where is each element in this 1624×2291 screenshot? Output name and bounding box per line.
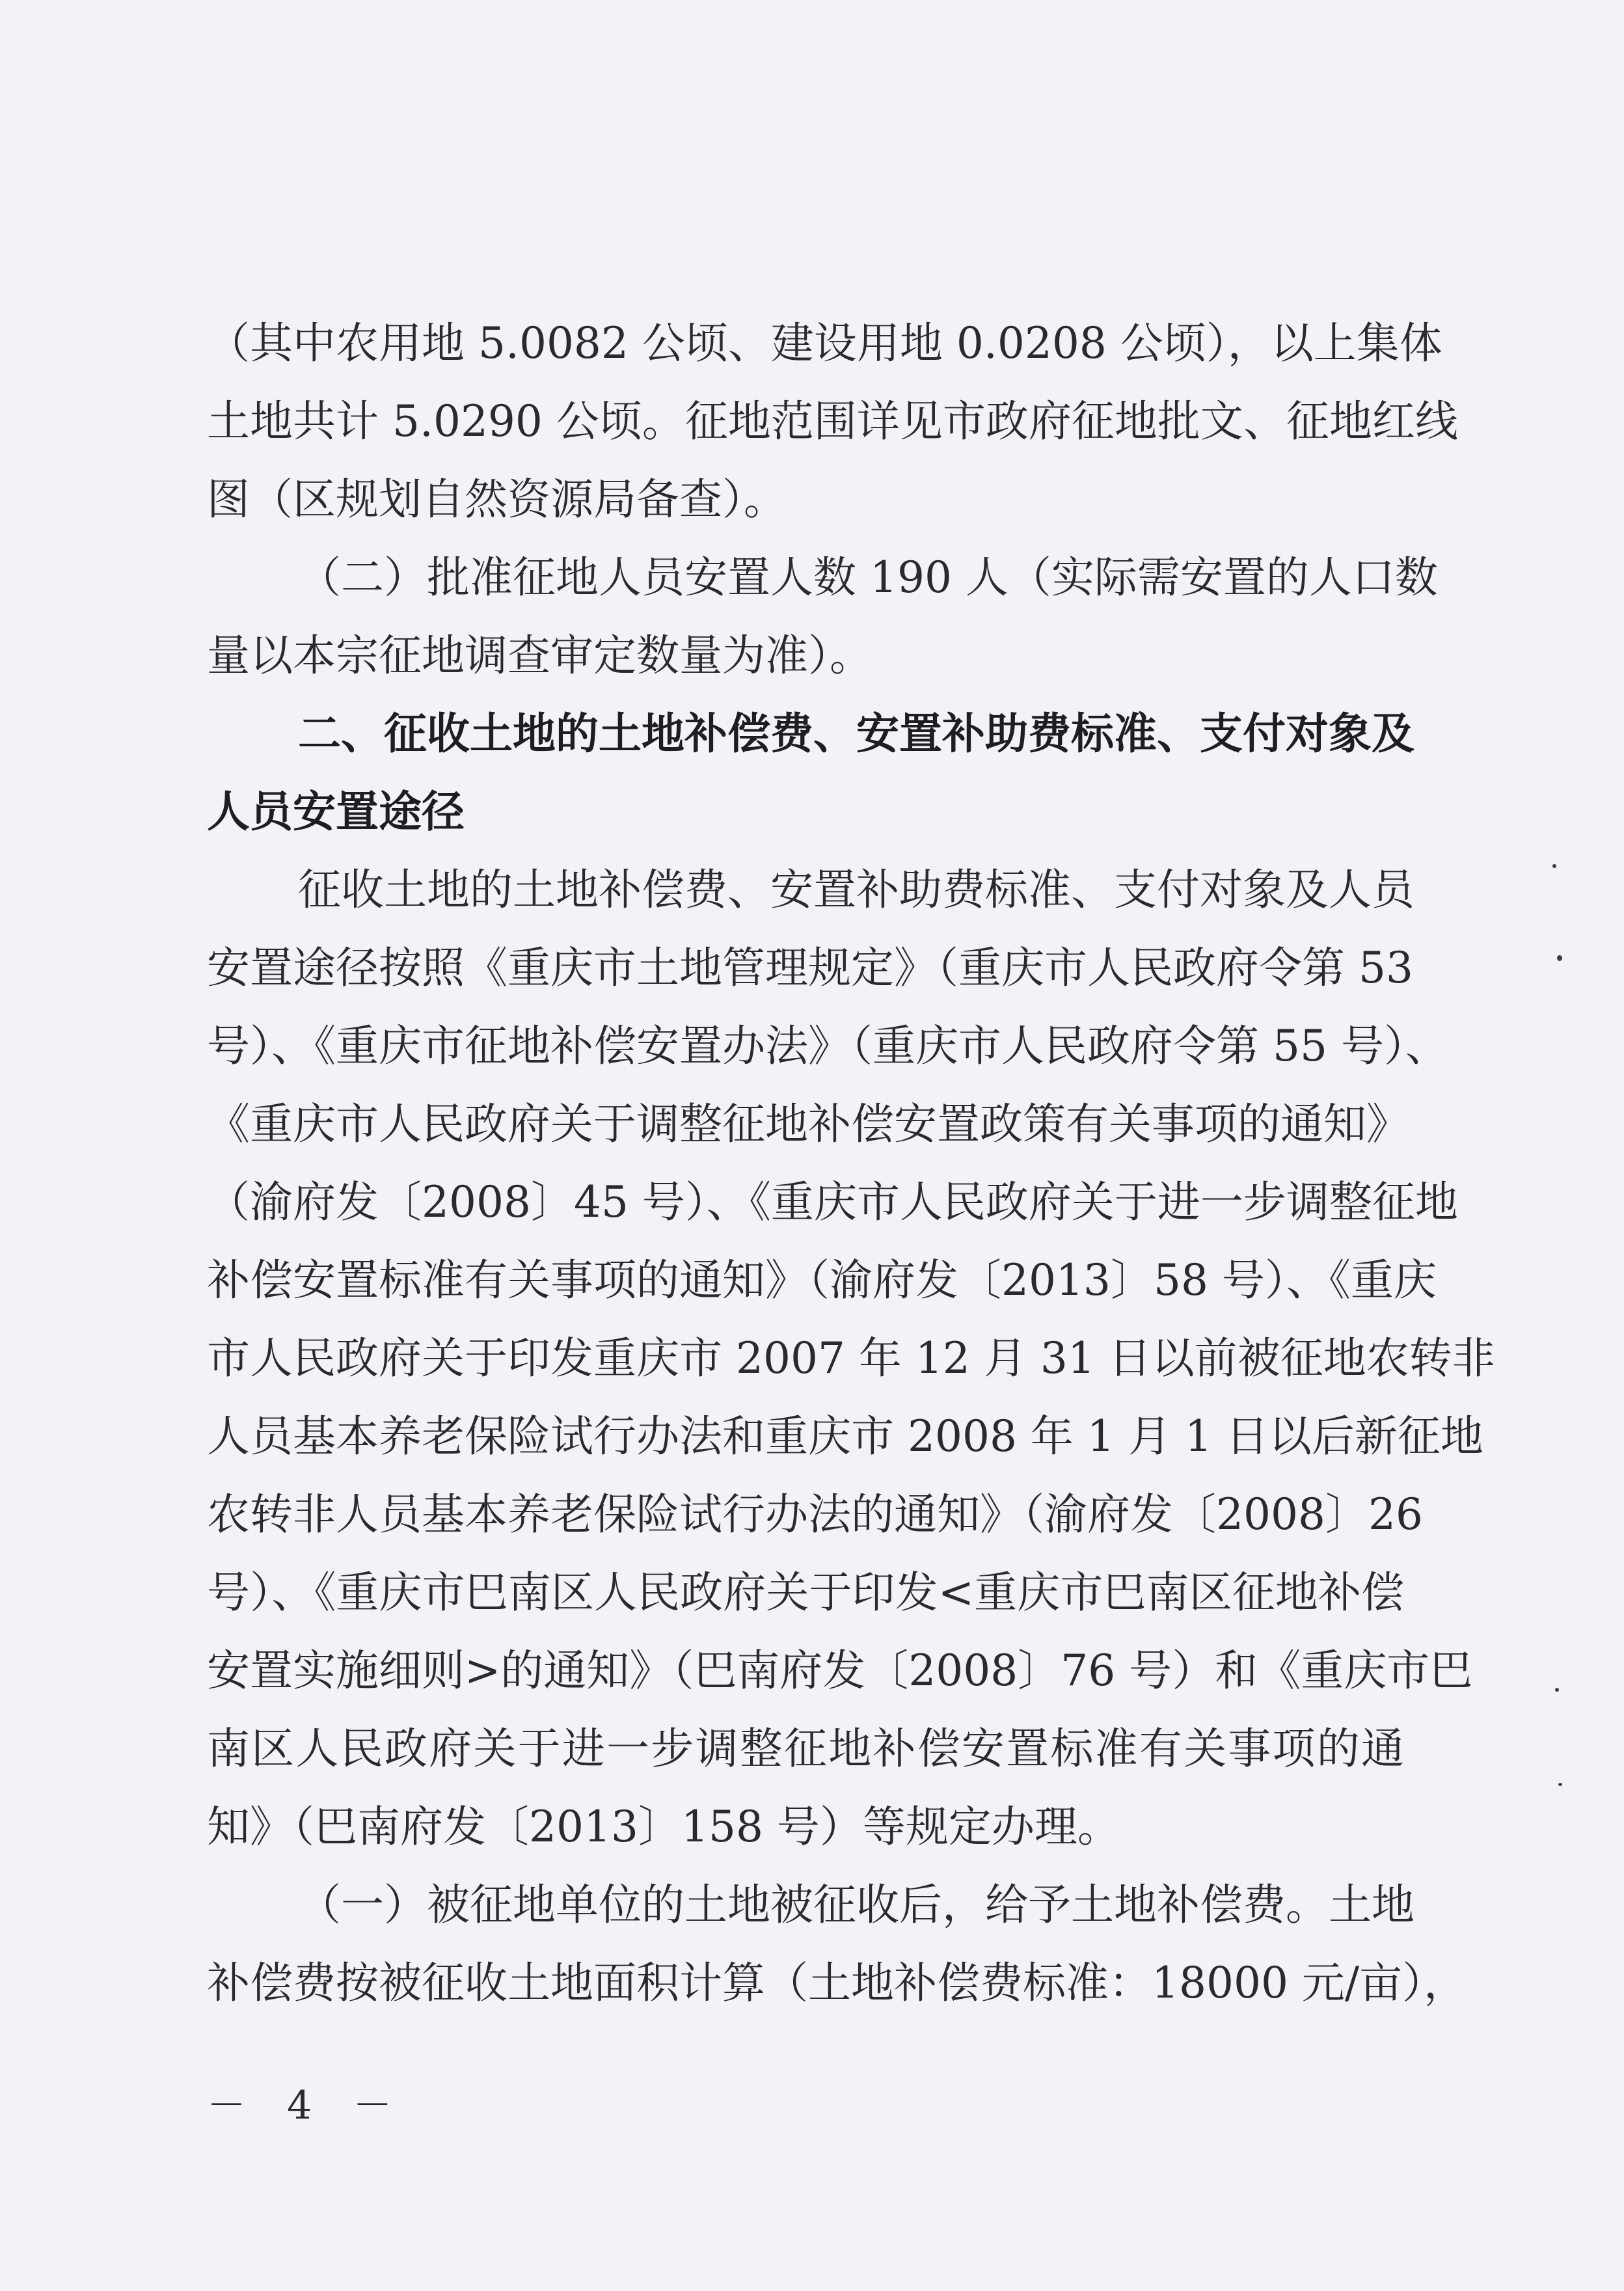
text-line: 南区人民政府关于进一步调整征地补偿安置标准有关事项的通	[207, 1724, 1404, 1774]
text-line: 土地共计 5.0290 公顷。征地范围详见市政府征地批文、征地红线	[207, 396, 1458, 446]
text-line: 量以本宗征地调查审定数量为准）。	[207, 630, 873, 681]
paragraph-first-line: 征收土地的土地补偿费、安置补助费标准、支付对象及人员	[298, 865, 1414, 915]
text-line: 知》（巴南府发〔2013〕158 号）等规定办理。	[207, 1802, 1120, 1852]
text-line: 补偿安置标准有关事项的通知》（渝府发〔2013〕58 号）、《重庆	[207, 1255, 1437, 1305]
text-line: （渝府发〔2008〕45 号）、《重庆市人民政府关于进一步调整征地	[207, 1177, 1458, 1227]
text-line: 安置途径按照《重庆市土地管理规定》（重庆市人民政府令第 53	[207, 943, 1413, 993]
scan-speck	[1558, 1783, 1562, 1786]
text-line: 补偿费按被征收土地面积计算（土地补偿费标准：18000 元/亩），	[207, 1958, 1467, 2008]
text-line: 号）、《重庆市征地补偿安置办法》（重庆市人民政府令第 55 号）、	[207, 1021, 1448, 1071]
text-line: 图（区规划自然资源局备查）。	[207, 474, 787, 524]
scan-speck	[1557, 955, 1562, 961]
section-heading-continued: 人员安置途径	[207, 787, 465, 837]
text-line: 号）、《重庆市巴南区人民政府关于印发<重庆市巴南区征地补偿	[207, 1567, 1404, 1618]
paragraph-first-line: （一）被征地单位的土地被征收后，给予土地补偿费。土地	[298, 1880, 1414, 1930]
scan-speck	[1555, 1688, 1559, 1692]
text-line: 安置实施细则>的通知》（巴南府发〔2008〕76 号）和《重庆市巴	[207, 1646, 1473, 1696]
text-line: 市人民政府关于印发重庆市 2007 年 12 月 31 日以前被征地农转非	[207, 1333, 1495, 1383]
text-line: 人员基本养老保险试行办法和重庆市 2008 年 1 月 1 日以后新征地	[207, 1411, 1483, 1461]
page-number: － 4 －	[207, 2083, 407, 2128]
section-heading: 二、征收土地的土地补偿费、安置补助费标准、支付对象及	[298, 709, 1414, 759]
text-line: 农转非人员基本养老保险试行办法的通知》（渝府发〔2008〕26	[207, 1489, 1423, 1539]
scan-speck	[1552, 864, 1556, 868]
text-line: 《重庆市人民政府关于调整征地补偿安置政策有关事项的通知》	[207, 1099, 1409, 1149]
paragraph-first-line: （二）批准征地人员安置人数 190 人（实际需安置的人口数	[298, 552, 1438, 603]
text-line: （其中农用地 5.0082 公顷、建设用地 0.0208 公顷），以上集体	[207, 318, 1442, 368]
